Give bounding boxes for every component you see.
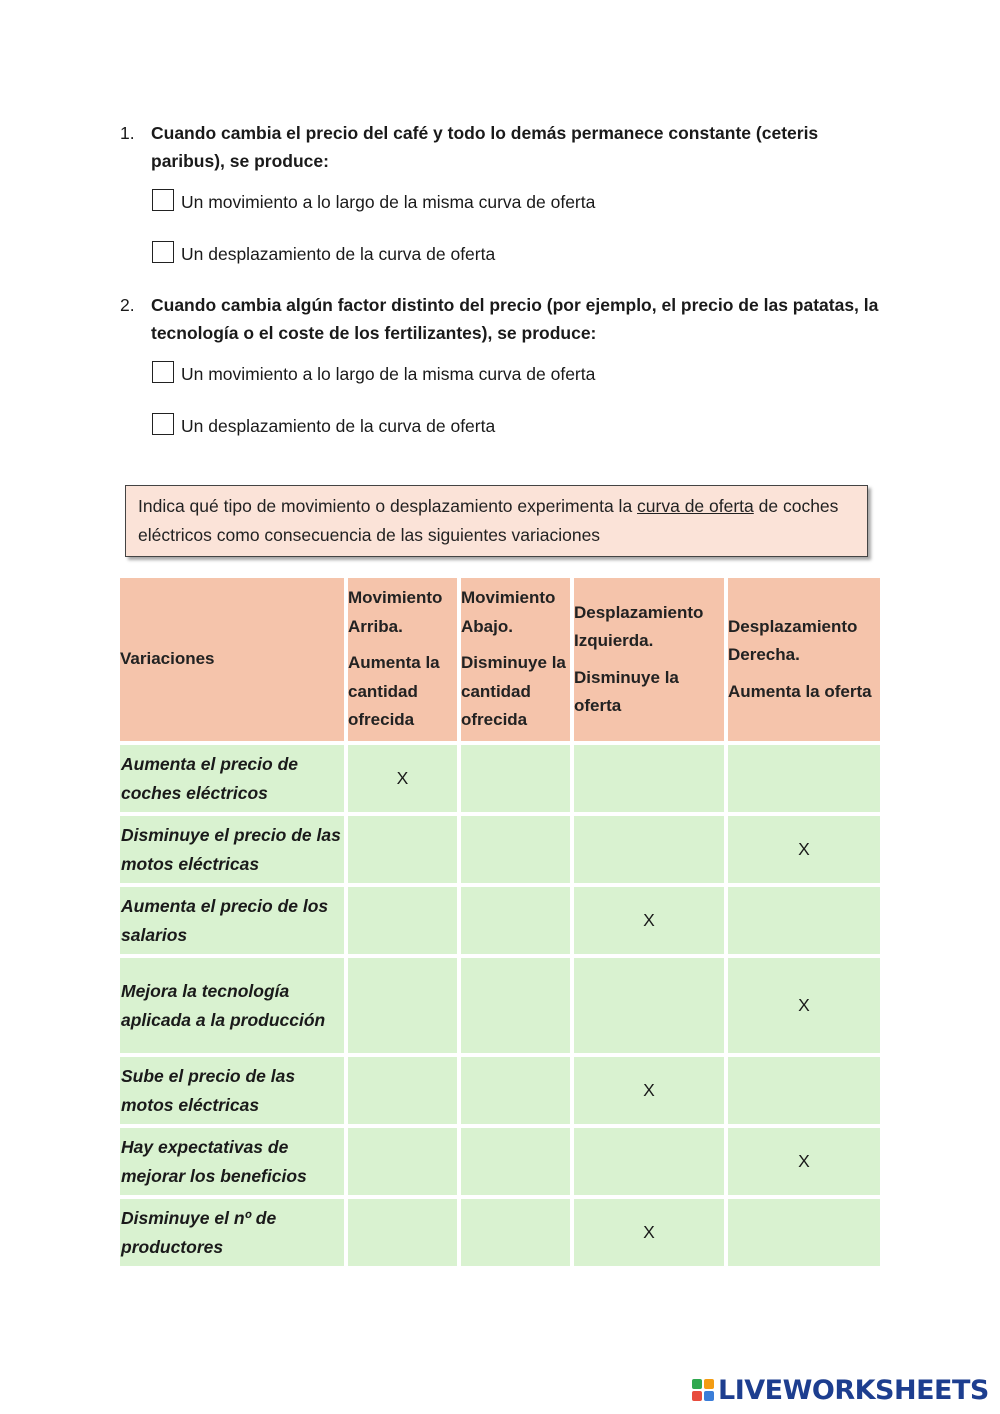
option-label: Un desplazamiento de la curva de oferta xyxy=(181,416,496,436)
answer-cell[interactable] xyxy=(574,958,724,1053)
header-desplazamiento-derecha xyxy=(728,578,880,741)
header-subtitle: Aumenta la oferta xyxy=(728,681,872,701)
logo-square-orange xyxy=(704,1379,714,1389)
answer-cell[interactable] xyxy=(728,1199,880,1266)
instruction-text: Indica qué tipo de movimiento o desplazamiento experimenta la xyxy=(138,496,638,516)
table-row xyxy=(120,816,880,883)
checkbox-icon[interactable] xyxy=(152,241,174,263)
answer-cell[interactable]: X xyxy=(728,816,880,883)
answer-cell[interactable]: X xyxy=(574,887,724,954)
option-shift[interactable] xyxy=(152,415,880,437)
header-subtitle: Aumenta la cantidad ofrecida xyxy=(348,653,440,730)
question-text: Cuando cambia el precio del café y todo lo demás permanece constante (ceteris paribus), se produce: xyxy=(151,123,819,171)
instruction-text-end: de coches eléctricos como consecuencia de las siguientes variaciones xyxy=(138,496,839,545)
logo-square-green xyxy=(692,1379,702,1389)
variation-label: Disminuye el nº de productores xyxy=(120,1199,344,1266)
variation-label: Aumenta el precio de coches eléctricos xyxy=(120,745,344,812)
logo-square-red xyxy=(692,1391,702,1401)
table-row xyxy=(120,1057,880,1124)
variations-table xyxy=(120,578,880,1266)
option-label: Un movimiento a lo largo de la misma curva de oferta xyxy=(181,364,596,384)
answer-cell[interactable] xyxy=(348,887,457,954)
variation-label: Disminuye el precio de las motos eléctricas xyxy=(120,816,344,883)
header-desplazamiento-izquierda xyxy=(574,578,724,741)
question-1 xyxy=(120,119,880,265)
answer-cell[interactable]: X xyxy=(348,745,457,812)
variation-label: Sube el precio de las motos eléctricas xyxy=(120,1057,344,1124)
answer-cell[interactable]: X xyxy=(728,958,880,1053)
answer-cell[interactable] xyxy=(461,816,570,883)
question-number: 1. xyxy=(120,123,135,143)
answer-cell[interactable] xyxy=(574,745,724,812)
answer-cell[interactable] xyxy=(348,958,457,1053)
table-row xyxy=(120,1199,880,1266)
variation-label: Mejora la tecnología aplicada a la producción xyxy=(120,958,344,1053)
answer-cell[interactable] xyxy=(728,745,880,812)
option-movement[interactable] xyxy=(152,363,880,385)
logo-icon xyxy=(692,1379,714,1401)
answer-cell[interactable]: X xyxy=(574,1199,724,1266)
header-title: Movimiento Abajo. xyxy=(461,588,556,636)
checkbox-icon[interactable] xyxy=(152,361,174,383)
header-movimiento-abajo xyxy=(461,578,570,741)
checkbox-icon[interactable] xyxy=(152,189,174,211)
header-variaciones: Variaciones xyxy=(120,578,344,741)
question-2 xyxy=(120,291,880,437)
option-label: Un movimiento a lo largo de la misma curva de oferta xyxy=(181,192,596,212)
answer-cell[interactable] xyxy=(461,1199,570,1266)
question-number: 2. xyxy=(120,295,135,315)
header-subtitle: Disminuye la oferta xyxy=(574,667,679,715)
logo-text: LIVEWORKSHEETS xyxy=(718,1374,989,1406)
checkbox-icon[interactable] xyxy=(152,413,174,435)
option-movement[interactable] xyxy=(152,191,880,213)
answer-cell[interactable] xyxy=(348,1057,457,1124)
table-row xyxy=(120,887,880,954)
header-title: Desplazamiento Izquierda. xyxy=(574,602,704,650)
instruction-box xyxy=(125,485,868,557)
variation-label: Aumenta el precio de los salarios xyxy=(120,887,344,954)
answer-cell[interactable] xyxy=(574,1128,724,1195)
table-row xyxy=(120,745,880,812)
variation-label: Hay expectativas de mejorar los beneficios xyxy=(120,1128,344,1195)
answer-cell[interactable] xyxy=(461,958,570,1053)
logo-square-blue xyxy=(704,1391,714,1401)
instruction-underlined-text: curva de oferta xyxy=(637,496,754,516)
header-title: Desplazamiento Derecha. xyxy=(728,616,858,665)
answer-cell[interactable] xyxy=(574,816,724,883)
answer-cell[interactable] xyxy=(461,1057,570,1124)
question-text: Cuando cambia algún factor distinto del precio (por ejemplo, el precio de las patatas, la tecnología o el coste de los fertilizantes), se produce: xyxy=(151,295,879,343)
answer-cell[interactable]: X xyxy=(728,1128,880,1195)
answer-cell[interactable] xyxy=(461,1128,570,1195)
answer-cell[interactable]: X xyxy=(574,1057,724,1124)
option-shift[interactable] xyxy=(152,243,880,265)
answer-cell[interactable] xyxy=(348,1199,457,1266)
answer-cell[interactable] xyxy=(728,1057,880,1124)
header-title: Movimiento Arriba. xyxy=(348,588,443,636)
answer-cell[interactable] xyxy=(348,1128,457,1195)
header-subtitle: Disminuye la cantidad ofrecida xyxy=(461,653,566,730)
table-row xyxy=(120,1128,880,1195)
table-header-row xyxy=(120,578,880,741)
answer-cell[interactable] xyxy=(728,887,880,954)
option-label: Un desplazamiento de la curva de oferta xyxy=(181,244,496,264)
answer-cell[interactable] xyxy=(461,745,570,812)
answer-cell[interactable] xyxy=(461,887,570,954)
liveworksheets-logo[interactable] xyxy=(692,1372,989,1408)
header-movimiento-arriba xyxy=(348,578,457,741)
table-row xyxy=(120,958,880,1053)
answer-cell[interactable] xyxy=(348,816,457,883)
